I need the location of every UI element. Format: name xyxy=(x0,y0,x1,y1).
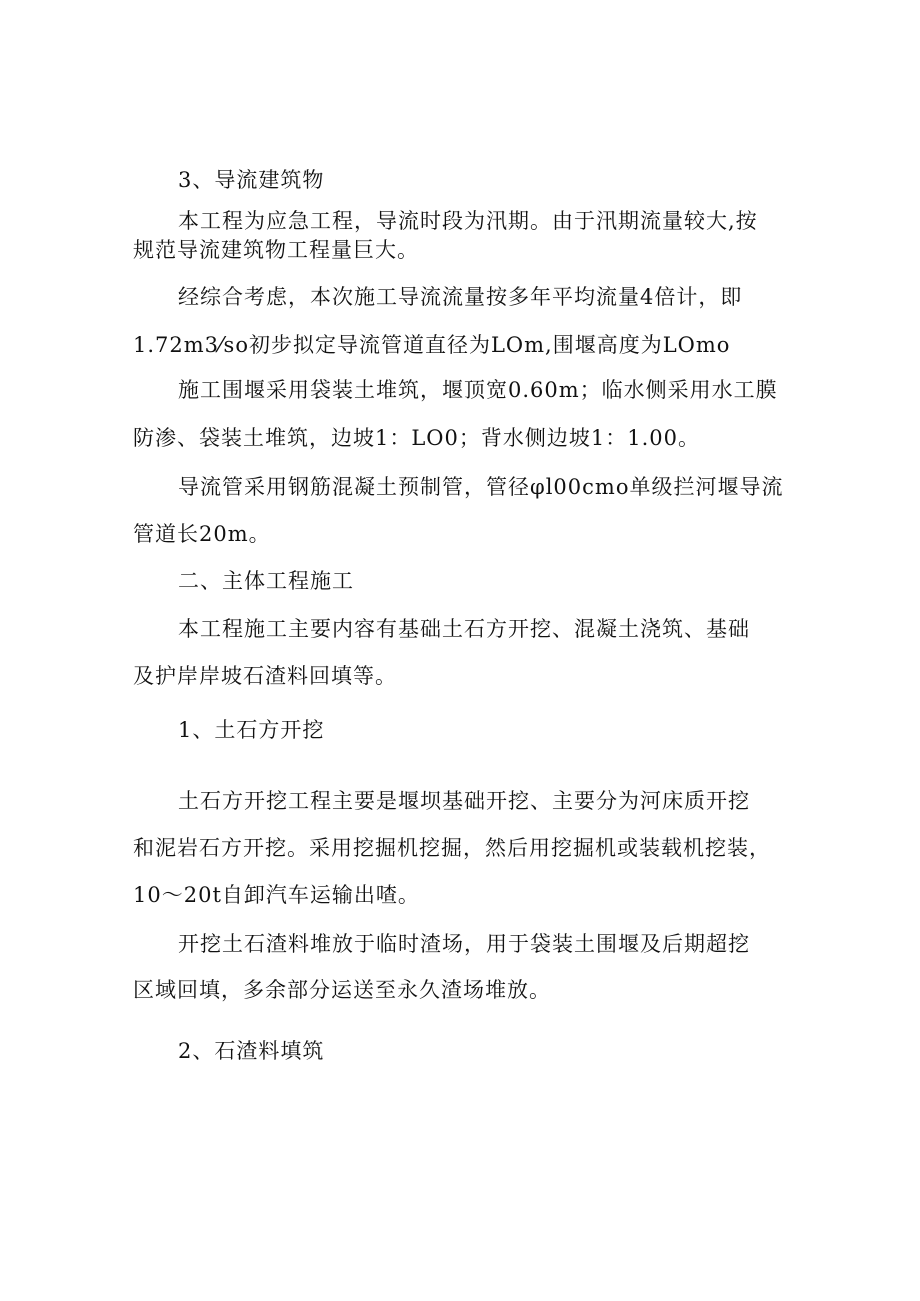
paragraph-line: 经综合考虑，本次施工导流流量按多年平均流量4倍计，即 xyxy=(178,285,743,309)
paragraph-line: 和泥岩石方开挖。采用挖掘机挖掘，然后用挖掘机或装载机挖装， xyxy=(133,836,771,860)
paragraph-line: 10～20t自卸汽车运输出喳。 xyxy=(133,883,420,907)
paragraph-line: 本工程施工主要内容有基础土石方开挖、混凝土浇筑、基础 xyxy=(178,617,750,641)
paragraph-line: 土石方开挖工程主要是堰坝基础开挖、主要分为河床质开挖 xyxy=(178,789,750,813)
paragraph-line: 1.72m3⁄so初步拟定导流管道直径为LOm,围堰高度为LOmo xyxy=(133,333,731,357)
paragraph-line: 防渗、袋装土堆筑，边坡1：LO0；背水侧边坡1：1.00。 xyxy=(133,426,701,450)
paragraph-line: 施工围堰采用袋装土堆筑，堰顶宽0.60m；临水侧采用水工膜 xyxy=(178,378,778,402)
paragraph-line: 导流管采用钢筋混凝土预制管，管径φl00cmo单级拦河堰导流 xyxy=(178,475,784,499)
section-heading-main-works: 二、主体工程施工 xyxy=(178,569,354,593)
heading-rubble-filling: 2、石渣料填筑 xyxy=(178,1039,325,1063)
paragraph-line: 管道长20m。 xyxy=(133,522,271,546)
heading-diversion-structures: 3、导流建筑物 xyxy=(178,168,325,192)
paragraph-line: 规范导流建筑物工程量巨大。 xyxy=(133,238,419,262)
paragraph-line: 及护岸岸坡石渣料回填等。 xyxy=(133,664,397,688)
paragraph-line: 开挖土石渣料堆放于临时渣场，用于袋装土围堰及后期超挖 xyxy=(178,932,750,956)
paragraph-line: 区域回填，多余部分运送至永久渣场堆放。 xyxy=(133,978,551,1002)
heading-earthwork-excavation: 1、土石方开挖 xyxy=(178,718,325,742)
paragraph-line: 本工程为应急工程，导流时段为汛期。由于汛期流量较大,按 xyxy=(178,209,758,233)
